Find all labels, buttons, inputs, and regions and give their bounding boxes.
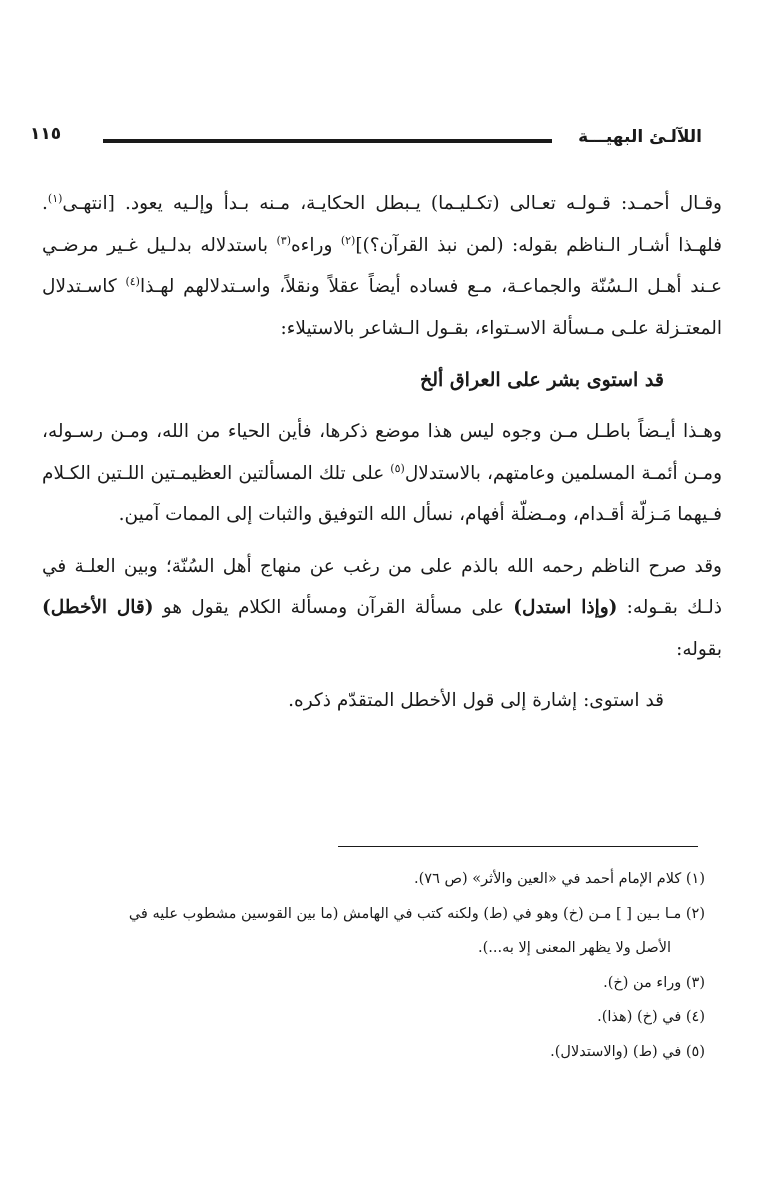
header-rule: [103, 139, 552, 143]
bold-quote: (وإذا استدل): [513, 597, 618, 618]
text-run: على تلك المسألتين العظيمـتين اللـتين الكـلام فـيهما مَـزلّة أقـدام، ومـضلّة أفهام، نسأل الله التوفيق والثبات إلى الممات آمين.: [42, 462, 722, 525]
paragraph-2: [42, 411, 722, 536]
footnotes: [40, 862, 705, 1069]
text-run: بقوله:: [676, 638, 722, 660]
text-run: كاسـتدلال المعتـزلة علـى مـسألة الاسـتواء، بقـول الـشاعر بالاستيلاء:: [42, 276, 722, 339]
text-run: . فلهـذا أشـار الـناظم بقوله: (لمن نبذ القرآن؟)]: [42, 193, 722, 256]
footnote-ref-3: (٣): [276, 233, 291, 247]
footnote-2: (٢) مـا بـين [ ] مـن (خ) وهو في (ط) ولكنه كتب في الهامش (ما بين القوسين مشطوب عليه في: [128, 905, 705, 922]
quoted-verse-1: قد استوى بشر على العراق ألخ: [419, 369, 664, 391]
text-run: وهـذا أيـضاً باطـل مـن وجوه ليس هذا موضع ذكرها، فأين الحياء من الله، ومـن رسـوله، ومـن أئمـة المسلمين وعامتهم، بالاستدلال: [42, 421, 723, 484]
footnote-1: (١) كلام الإمام أحمد في «العين والأثر» (ص ٧٦).: [414, 871, 705, 887]
footnote-separator: [338, 846, 698, 847]
page-number: ١١٥: [30, 124, 62, 144]
paragraph-1: [42, 183, 722, 349]
text-run: وقـال أحمـد: قـولـه تعـالى (تكـليـما) يـبطل الحكايـة، مـنه بـدأ وإلـيه يعود. [انتهـى: [62, 193, 722, 214]
bold-quote: (قال الأخطل): [42, 597, 154, 618]
footnote-2-continued: الأصل ولا يظهر المعنى إلا به...).: [477, 940, 671, 956]
quoted-verse-2: قد استوى: إشارة إلى قول الأخطل المتقدّم ذكره.: [288, 690, 664, 711]
footnote-3: (٣) وراء من (خ).: [603, 974, 705, 991]
text-run: باستدلاله بدلـيل غـير مرضـي عـند أهـل الـسُنّة والجماعـة، مـع فساده أيضاً عقلاً ونقلاً، واسـتدلالهم لهـذا: [42, 234, 722, 297]
footnote-ref-4: (٤): [125, 274, 140, 288]
footnote-ref-2: (٢): [340, 233, 356, 247]
text-run: على مسألة القرآن ومسألة الكلام يقول هو: [153, 597, 514, 618]
text-run: وراءه: [290, 234, 341, 256]
main-text: [42, 183, 722, 722]
footnote-ref-1: (١): [47, 191, 63, 205]
footnote-5: (٥) في (ط) (والاستدلال).: [550, 1043, 705, 1060]
paragraph-3: [42, 546, 722, 671]
text-run: وقد صرح الناظم رحمه الله بالذم على من رغب عن منهاج أهل السُنّة؛ وبين العلـة في ذلـك بقـوله:: [42, 555, 722, 618]
running-header-title: اللآلـئ البهيـــة: [578, 127, 702, 147]
footnote-4: (٤) في (خ) (هذا).: [597, 1009, 705, 1025]
footnote-ref-5: (٥): [390, 461, 405, 475]
